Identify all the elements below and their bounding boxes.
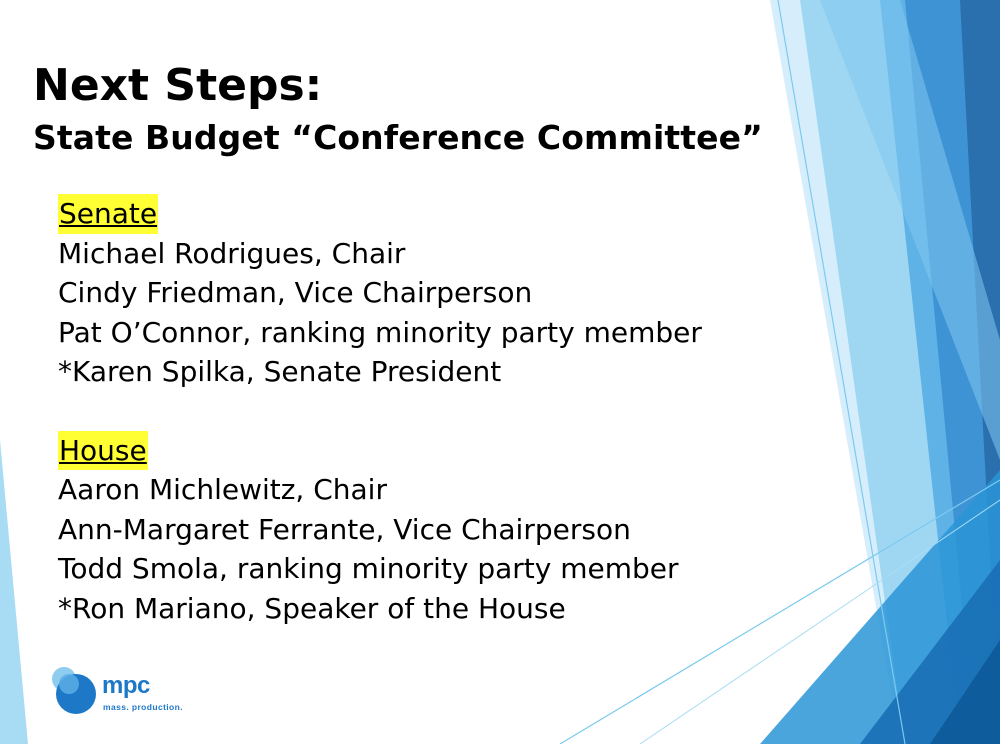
house-heading: House: [58, 431, 148, 471]
list-item: Aaron Michlewitz, Chair: [58, 473, 387, 506]
left-accent-shape: [0, 440, 28, 744]
list-item: Ann-Margaret Ferrante, Vice Chairperson: [58, 512, 631, 546]
list-item: Cindy Friedman, Vice Chairperson: [58, 276, 533, 309]
logo-name: mpc: [102, 672, 150, 699]
house-section: [58, 431, 778, 629]
logo-circles-icon: [50, 662, 106, 718]
mpc-logo: [50, 662, 200, 722]
committee-members: [58, 194, 778, 628]
senate-section: [58, 194, 778, 392]
list-item: Pat O’Connor, ranking minority party member: [58, 315, 702, 349]
slide-title: Next Steps:: [33, 60, 323, 111]
list-item: Todd Smola, ranking minority party member: [58, 552, 679, 585]
senate-heading: Senate: [58, 194, 158, 234]
list-item: Michael Rodrigues, Chair: [58, 236, 406, 270]
list-item: *Ron Mariano, Speaker of the House: [58, 591, 566, 625]
list-item: *Karen Spilka, Senate President: [58, 355, 502, 388]
slide-title-block: [33, 58, 833, 162]
slide-subtitle: State Budget “Conference Committee”: [33, 118, 763, 157]
logo-tagline: mass. production.: [103, 702, 184, 712]
